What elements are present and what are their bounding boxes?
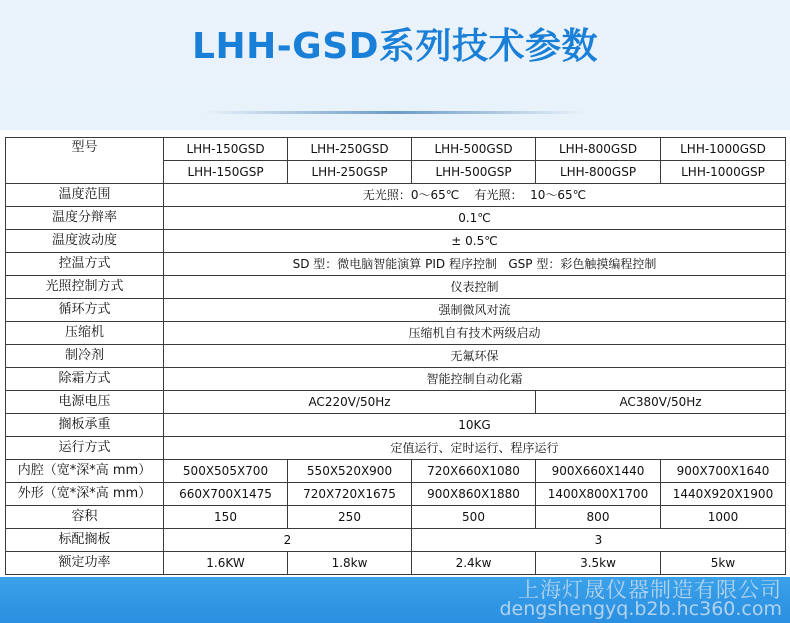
- model-cell: LHH-250GSP: [288, 161, 412, 184]
- table-row: [6, 437, 786, 460]
- row-value: 150: [164, 506, 288, 529]
- row-value: 550X520X900: [288, 460, 412, 483]
- row-value: 2.4kw: [412, 552, 536, 575]
- spec-table: [5, 137, 786, 575]
- row-value: SD 型：微电脑智能演算 PID 程序控制 GSP 型：彩色触摸编程控制: [164, 253, 786, 276]
- table-row: [6, 506, 786, 529]
- row-value: AC220V/50Hz: [164, 391, 536, 414]
- model-cell: LHH-150GSD: [164, 138, 288, 161]
- row-value: 0.1℃: [164, 207, 786, 230]
- table-row: [6, 230, 786, 253]
- row-label: 制冷剂: [6, 345, 164, 368]
- row-value: ± 0.5℃: [164, 230, 786, 253]
- row-value: 3: [412, 529, 786, 552]
- model-cell: LHH-500GSD: [412, 138, 536, 161]
- row-value: 500X505X700: [164, 460, 288, 483]
- table-row: [6, 368, 786, 391]
- row-value: AC380V/50Hz: [536, 391, 786, 414]
- row-value: 智能控制自动化霜: [164, 368, 786, 391]
- title-divider: [205, 111, 585, 114]
- row-value: 10KG: [164, 414, 786, 437]
- row-value: 压缩机自有技术两级启动: [164, 322, 786, 345]
- table-row: [6, 552, 786, 575]
- model-cell: LHH-150GSP: [164, 161, 288, 184]
- page-title: LHH-GSD系列技术参数: [192, 26, 598, 67]
- watermark-site: dengshengyq.b2b.hc360.com: [499, 598, 782, 620]
- row-label: 温度范围: [6, 184, 164, 207]
- row-value: 900X660X1440: [536, 460, 661, 483]
- model-cell: LHH-1000GSD: [661, 138, 786, 161]
- row-label: 外形（宽*深*高 mm）: [6, 483, 164, 506]
- row-label: 搁板承重: [6, 414, 164, 437]
- table-row: [6, 460, 786, 483]
- row-label: 压缩机: [6, 322, 164, 345]
- row-label: 循环方式: [6, 299, 164, 322]
- row-value: 900X860X1880: [412, 483, 536, 506]
- table-row: [6, 391, 786, 414]
- table-row: [6, 529, 786, 552]
- row-label: 温度分辩率: [6, 207, 164, 230]
- row-value: 强制微风对流: [164, 299, 786, 322]
- row-label: 内腔（宽*深*高 mm）: [6, 460, 164, 483]
- row-value: 定值运行、定时运行、程序运行: [164, 437, 786, 460]
- row-value: 2: [164, 529, 412, 552]
- row-value: 1400X800X1700: [536, 483, 661, 506]
- row-label: 电源电压: [6, 391, 164, 414]
- table-row: [6, 184, 786, 207]
- model-cell: LHH-800GSP: [536, 161, 661, 184]
- table-row: [6, 207, 786, 230]
- table-row: [6, 138, 786, 161]
- model-label: 型号: [6, 138, 164, 184]
- row-label: 容积: [6, 506, 164, 529]
- row-label: 温度波动度: [6, 230, 164, 253]
- row-label: 额定功率: [6, 552, 164, 575]
- model-cell: LHH-1000GSP: [661, 161, 786, 184]
- row-value: 5kw: [661, 552, 786, 575]
- model-cell: LHH-500GSP: [412, 161, 536, 184]
- table-row: [6, 345, 786, 368]
- row-value: 720X660X1080: [412, 460, 536, 483]
- row-value: 900X700X1640: [661, 460, 786, 483]
- row-value: 无光照：0～65℃ 有光照： 10～65℃: [164, 184, 786, 207]
- row-value: 1000: [661, 506, 786, 529]
- row-value: 500: [412, 506, 536, 529]
- table-row: [6, 299, 786, 322]
- row-value: 无氟环保: [164, 345, 786, 368]
- row-label: 光照控制方式: [6, 276, 164, 299]
- row-value: 1.8kw: [288, 552, 412, 575]
- row-value: 3.5kw: [536, 552, 661, 575]
- row-value: 1440X920X1900: [661, 483, 786, 506]
- row-label: 运行方式: [6, 437, 164, 460]
- row-label: 控温方式: [6, 253, 164, 276]
- model-cell: LHH-250GSD: [288, 138, 412, 161]
- row-label: 除霜方式: [6, 368, 164, 391]
- row-value: 1.6KW: [164, 552, 288, 575]
- table-row: [6, 414, 786, 437]
- table-row: [6, 253, 786, 276]
- row-label: 标配搁板: [6, 529, 164, 552]
- row-value: 720X720X1675: [288, 483, 412, 506]
- row-value: 250: [288, 506, 412, 529]
- table-row: [6, 483, 786, 506]
- table-row: [6, 322, 786, 345]
- row-value: 800: [536, 506, 661, 529]
- row-value: 660X700X1475: [164, 483, 288, 506]
- watermark-company: 上海灯晟仪器制造有限公司: [518, 578, 782, 602]
- table-row: [6, 276, 786, 299]
- model-cell: LHH-800GSD: [536, 138, 661, 161]
- row-value: 仪表控制: [164, 276, 786, 299]
